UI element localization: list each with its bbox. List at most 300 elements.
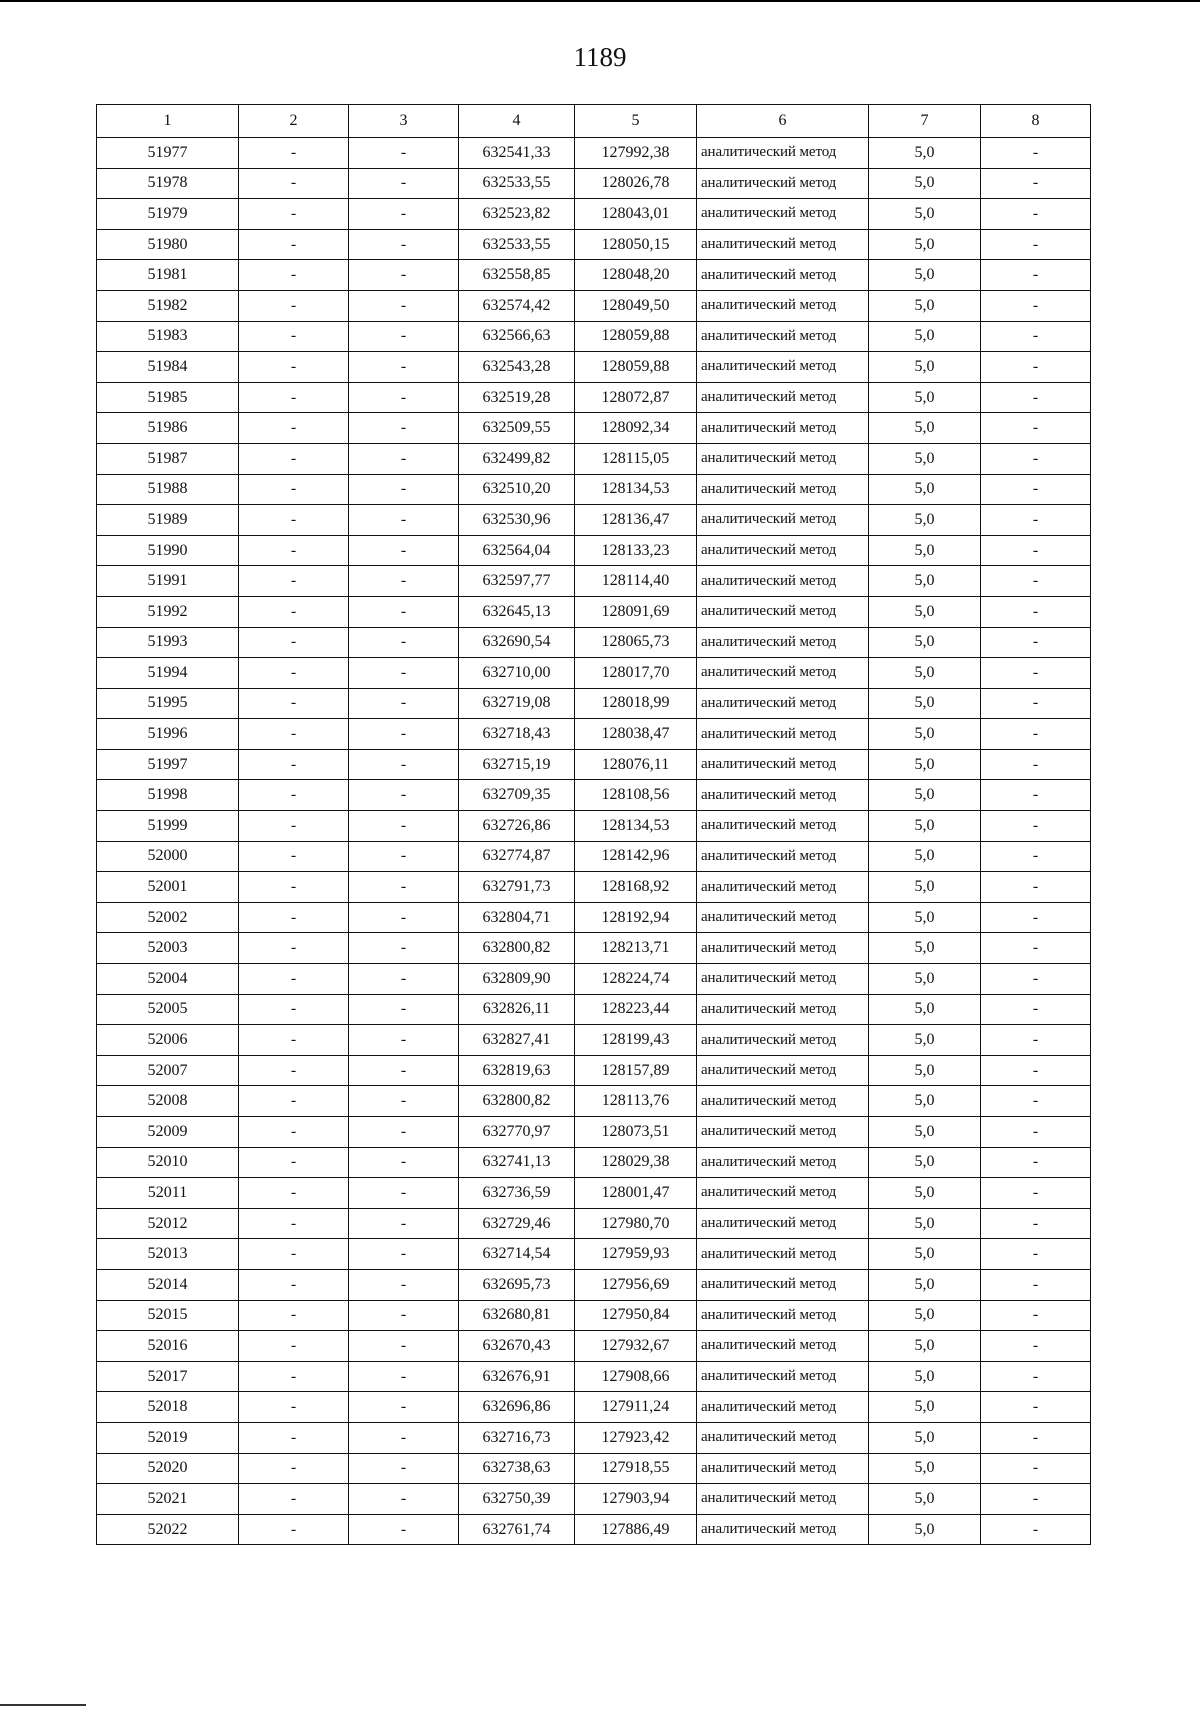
accuracy-cell: 5,0 — [869, 138, 981, 169]
col2-cell: - — [239, 1178, 349, 1209]
x-coordinate-cell: 632558,85 — [459, 260, 575, 291]
col2-cell: - — [239, 933, 349, 964]
y-coordinate-cell: 128017,70 — [575, 658, 697, 689]
method-cell: аналитический метод — [697, 443, 869, 474]
table-row — [97, 1300, 1091, 1331]
x-coordinate-cell: 632597,77 — [459, 566, 575, 597]
col2-cell: - — [239, 1239, 349, 1270]
point-number-cell: 51995 — [97, 688, 239, 719]
col3-cell: - — [349, 1453, 459, 1484]
point-number-cell: 52000 — [97, 841, 239, 872]
col2-cell: - — [239, 1361, 349, 1392]
y-coordinate-cell: 128029,38 — [575, 1147, 697, 1178]
x-coordinate-cell: 632726,86 — [459, 811, 575, 842]
col8-cell: - — [981, 290, 1091, 321]
point-number-cell: 52010 — [97, 1147, 239, 1178]
method-cell: аналитический метод — [697, 505, 869, 536]
accuracy-cell: 5,0 — [869, 260, 981, 291]
point-number-cell: 52022 — [97, 1514, 239, 1545]
table-row — [97, 413, 1091, 444]
accuracy-cell: 5,0 — [869, 780, 981, 811]
table-row — [97, 199, 1091, 230]
col8-cell: - — [981, 1514, 1091, 1545]
col8-cell: - — [981, 352, 1091, 383]
point-number-cell: 52017 — [97, 1361, 239, 1392]
col2-cell: - — [239, 199, 349, 230]
col2-cell: - — [239, 168, 349, 199]
col2-cell: - — [239, 1117, 349, 1148]
y-coordinate-cell: 128038,47 — [575, 719, 697, 750]
x-coordinate-cell: 632715,19 — [459, 749, 575, 780]
accuracy-cell: 5,0 — [869, 841, 981, 872]
y-coordinate-cell: 128001,47 — [575, 1178, 697, 1209]
x-coordinate-cell: 632774,87 — [459, 841, 575, 872]
method-cell: аналитический метод — [697, 658, 869, 689]
y-coordinate-cell: 127911,24 — [575, 1392, 697, 1423]
accuracy-cell: 5,0 — [869, 658, 981, 689]
x-coordinate-cell: 632690,54 — [459, 627, 575, 658]
col3-cell: - — [349, 1147, 459, 1178]
y-coordinate-cell: 127950,84 — [575, 1300, 697, 1331]
accuracy-cell: 5,0 — [869, 229, 981, 260]
table-row — [97, 321, 1091, 352]
accuracy-cell: 5,0 — [869, 505, 981, 536]
page-number: 1189 — [573, 42, 627, 72]
accuracy-cell: 5,0 — [869, 1361, 981, 1392]
method-cell: аналитический метод — [697, 382, 869, 413]
y-coordinate-cell: 127886,49 — [575, 1514, 697, 1545]
y-coordinate-cell: 127992,38 — [575, 138, 697, 169]
col8-cell: - — [981, 841, 1091, 872]
method-cell: аналитический метод — [697, 902, 869, 933]
x-coordinate-cell: 632566,63 — [459, 321, 575, 352]
y-coordinate-cell: 128092,34 — [575, 413, 697, 444]
point-number-cell: 51982 — [97, 290, 239, 321]
x-coordinate-cell: 632680,81 — [459, 1300, 575, 1331]
method-cell: аналитический метод — [697, 994, 869, 1025]
method-cell: аналитический метод — [697, 1147, 869, 1178]
col8-cell: - — [981, 505, 1091, 536]
method-cell: аналитический метод — [697, 780, 869, 811]
x-coordinate-cell: 632676,91 — [459, 1361, 575, 1392]
accuracy-cell: 5,0 — [869, 1331, 981, 1362]
col8-cell: - — [981, 1239, 1091, 1270]
accuracy-cell: 5,0 — [869, 321, 981, 352]
method-cell: аналитический метод — [697, 290, 869, 321]
col8-cell: - — [981, 168, 1091, 199]
column-header: 4 — [459, 105, 575, 138]
method-cell: аналитический метод — [697, 1300, 869, 1331]
y-coordinate-cell: 127908,66 — [575, 1361, 697, 1392]
y-coordinate-cell: 128134,53 — [575, 811, 697, 842]
col8-cell: - — [981, 138, 1091, 169]
y-coordinate-cell: 128113,76 — [575, 1086, 697, 1117]
table-row — [97, 872, 1091, 903]
col3-cell: - — [349, 1055, 459, 1086]
method-cell: аналитический метод — [697, 260, 869, 291]
col8-cell: - — [981, 1300, 1091, 1331]
col8-cell: - — [981, 1117, 1091, 1148]
method-cell: аналитический метод — [697, 811, 869, 842]
col2-cell: - — [239, 1025, 349, 1056]
col8-cell: - — [981, 902, 1091, 933]
y-coordinate-cell: 128192,94 — [575, 902, 697, 933]
col2-cell: - — [239, 841, 349, 872]
method-cell: аналитический метод — [697, 229, 869, 260]
y-coordinate-cell: 128224,74 — [575, 964, 697, 995]
col2-cell: - — [239, 229, 349, 260]
method-cell: аналитический метод — [697, 964, 869, 995]
col8-cell: - — [981, 199, 1091, 230]
table-row — [97, 535, 1091, 566]
accuracy-cell: 5,0 — [869, 596, 981, 627]
x-coordinate-cell: 632827,41 — [459, 1025, 575, 1056]
col2-cell: - — [239, 964, 349, 995]
x-coordinate-cell: 632750,39 — [459, 1484, 575, 1515]
accuracy-cell: 5,0 — [869, 290, 981, 321]
table-row — [97, 1331, 1091, 1362]
x-coordinate-cell: 632729,46 — [459, 1208, 575, 1239]
point-number-cell: 51985 — [97, 382, 239, 413]
col3-cell: - — [349, 382, 459, 413]
table-row — [97, 964, 1091, 995]
point-number-cell: 52002 — [97, 902, 239, 933]
coordinates-table — [96, 104, 1091, 1545]
col3-cell: - — [349, 1086, 459, 1117]
point-number-cell: 52001 — [97, 872, 239, 903]
x-coordinate-cell: 632770,97 — [459, 1117, 575, 1148]
y-coordinate-cell: 128018,99 — [575, 688, 697, 719]
method-cell: аналитический метод — [697, 535, 869, 566]
col3-cell: - — [349, 443, 459, 474]
y-coordinate-cell: 127923,42 — [575, 1422, 697, 1453]
table-row — [97, 290, 1091, 321]
accuracy-cell: 5,0 — [869, 535, 981, 566]
x-coordinate-cell: 632499,82 — [459, 443, 575, 474]
x-coordinate-cell: 632809,90 — [459, 964, 575, 995]
accuracy-cell: 5,0 — [869, 933, 981, 964]
table-row — [97, 443, 1091, 474]
method-cell: аналитический метод — [697, 474, 869, 505]
col3-cell: - — [349, 964, 459, 995]
table-row — [97, 1514, 1091, 1545]
col8-cell: - — [981, 229, 1091, 260]
y-coordinate-cell: 128065,73 — [575, 627, 697, 658]
y-coordinate-cell: 128073,51 — [575, 1117, 697, 1148]
y-coordinate-cell: 128114,40 — [575, 566, 697, 597]
table-row — [97, 902, 1091, 933]
accuracy-cell: 5,0 — [869, 382, 981, 413]
col3-cell: - — [349, 688, 459, 719]
accuracy-cell: 5,0 — [869, 1208, 981, 1239]
point-number-cell: 52008 — [97, 1086, 239, 1117]
method-cell: аналитический метод — [697, 933, 869, 964]
table-row — [97, 474, 1091, 505]
y-coordinate-cell: 128050,15 — [575, 229, 697, 260]
y-coordinate-cell: 128043,01 — [575, 199, 697, 230]
y-coordinate-cell: 128134,53 — [575, 474, 697, 505]
method-cell: аналитический метод — [697, 841, 869, 872]
y-coordinate-cell: 127956,69 — [575, 1269, 697, 1300]
point-number-cell: 51986 — [97, 413, 239, 444]
table-row — [97, 352, 1091, 383]
col2-cell: - — [239, 290, 349, 321]
accuracy-cell: 5,0 — [869, 902, 981, 933]
x-coordinate-cell: 632718,43 — [459, 719, 575, 750]
table-row — [97, 780, 1091, 811]
col3-cell: - — [349, 841, 459, 872]
accuracy-cell: 5,0 — [869, 443, 981, 474]
point-number-cell: 51990 — [97, 535, 239, 566]
col3-cell: - — [349, 1178, 459, 1209]
col2-cell: - — [239, 994, 349, 1025]
col3-cell: - — [349, 352, 459, 383]
table-row — [97, 1055, 1091, 1086]
y-coordinate-cell: 128091,69 — [575, 596, 697, 627]
table-row — [97, 1484, 1091, 1515]
x-coordinate-cell: 632533,55 — [459, 168, 575, 199]
x-coordinate-cell: 632710,00 — [459, 658, 575, 689]
table-row — [97, 229, 1091, 260]
col2-cell: - — [239, 688, 349, 719]
col8-cell: - — [981, 872, 1091, 903]
table-row — [97, 933, 1091, 964]
table-row — [97, 1392, 1091, 1423]
point-number-cell: 51979 — [97, 199, 239, 230]
col8-cell: - — [981, 1361, 1091, 1392]
col2-cell: - — [239, 1331, 349, 1362]
accuracy-cell: 5,0 — [869, 352, 981, 383]
col3-cell: - — [349, 413, 459, 444]
col8-cell: - — [981, 1178, 1091, 1209]
accuracy-cell: 5,0 — [869, 566, 981, 597]
accuracy-cell: 5,0 — [869, 964, 981, 995]
col8-cell: - — [981, 1453, 1091, 1484]
method-cell: аналитический метод — [697, 1025, 869, 1056]
top-border-line — [0, 0, 1200, 2]
y-coordinate-cell: 127932,67 — [575, 1331, 697, 1362]
col3-cell: - — [349, 627, 459, 658]
col8-cell: - — [981, 780, 1091, 811]
point-number-cell: 51996 — [97, 719, 239, 750]
col8-cell: - — [981, 933, 1091, 964]
table-row — [97, 994, 1091, 1025]
col2-cell: - — [239, 811, 349, 842]
point-number-cell: 51981 — [97, 260, 239, 291]
method-cell: аналитический метод — [697, 872, 869, 903]
x-coordinate-cell: 632533,55 — [459, 229, 575, 260]
method-cell: аналитический метод — [697, 1086, 869, 1117]
col3-cell: - — [349, 1331, 459, 1362]
accuracy-cell: 5,0 — [869, 1178, 981, 1209]
y-coordinate-cell: 128223,44 — [575, 994, 697, 1025]
point-number-cell: 52012 — [97, 1208, 239, 1239]
method-cell: аналитический метод — [697, 1392, 869, 1423]
point-number-cell: 52005 — [97, 994, 239, 1025]
col2-cell: - — [239, 658, 349, 689]
point-number-cell: 51992 — [97, 596, 239, 627]
col2-cell: - — [239, 382, 349, 413]
point-number-cell: 52006 — [97, 1025, 239, 1056]
method-cell: аналитический метод — [697, 1239, 869, 1270]
table-row — [97, 658, 1091, 689]
point-number-cell: 52014 — [97, 1269, 239, 1300]
x-coordinate-cell: 632719,08 — [459, 688, 575, 719]
x-coordinate-cell: 632800,82 — [459, 1086, 575, 1117]
col2-cell: - — [239, 321, 349, 352]
method-cell: аналитический метод — [697, 1484, 869, 1515]
method-cell: аналитический метод — [697, 1361, 869, 1392]
point-number-cell: 51987 — [97, 443, 239, 474]
col3-cell: - — [349, 168, 459, 199]
column-header: 3 — [349, 105, 459, 138]
accuracy-cell: 5,0 — [869, 872, 981, 903]
col8-cell: - — [981, 1392, 1091, 1423]
x-coordinate-cell: 632530,96 — [459, 505, 575, 536]
y-coordinate-cell: 128076,11 — [575, 749, 697, 780]
y-coordinate-cell: 128026,78 — [575, 168, 697, 199]
col2-cell: - — [239, 1422, 349, 1453]
accuracy-cell: 5,0 — [869, 1239, 981, 1270]
col3-cell: - — [349, 321, 459, 352]
table-header-row — [97, 105, 1091, 138]
table-row — [97, 1025, 1091, 1056]
point-number-cell: 52018 — [97, 1392, 239, 1423]
x-coordinate-cell: 632574,42 — [459, 290, 575, 321]
table-row — [97, 1117, 1091, 1148]
point-number-cell: 51997 — [97, 749, 239, 780]
col3-cell: - — [349, 199, 459, 230]
col3-cell: - — [349, 1208, 459, 1239]
method-cell: аналитический метод — [697, 168, 869, 199]
table-row — [97, 168, 1091, 199]
table-row — [97, 749, 1091, 780]
col2-cell: - — [239, 749, 349, 780]
col8-cell: - — [981, 535, 1091, 566]
accuracy-cell: 5,0 — [869, 1025, 981, 1056]
column-header: 8 — [981, 105, 1091, 138]
col3-cell: - — [349, 658, 459, 689]
x-coordinate-cell: 632541,33 — [459, 138, 575, 169]
point-number-cell: 52011 — [97, 1178, 239, 1209]
y-coordinate-cell: 128199,43 — [575, 1025, 697, 1056]
column-header: 6 — [697, 105, 869, 138]
method-cell: аналитический метод — [697, 1178, 869, 1209]
col8-cell: - — [981, 1331, 1091, 1362]
accuracy-cell: 5,0 — [869, 1300, 981, 1331]
col3-cell: - — [349, 933, 459, 964]
table-row — [97, 1147, 1091, 1178]
y-coordinate-cell: 128133,23 — [575, 535, 697, 566]
point-number-cell: 51988 — [97, 474, 239, 505]
col8-cell: - — [981, 1086, 1091, 1117]
col2-cell: - — [239, 1147, 349, 1178]
method-cell: аналитический метод — [697, 1422, 869, 1453]
col2-cell: - — [239, 596, 349, 627]
col8-cell: - — [981, 566, 1091, 597]
col8-cell: - — [981, 321, 1091, 352]
point-number-cell: 52016 — [97, 1331, 239, 1362]
col2-cell: - — [239, 566, 349, 597]
col8-cell: - — [981, 1025, 1091, 1056]
x-coordinate-cell: 632564,04 — [459, 535, 575, 566]
x-coordinate-cell: 632695,73 — [459, 1269, 575, 1300]
col8-cell: - — [981, 1422, 1091, 1453]
col3-cell: - — [349, 1239, 459, 1270]
x-coordinate-cell: 632741,13 — [459, 1147, 575, 1178]
point-number-cell: 51991 — [97, 566, 239, 597]
x-coordinate-cell: 632523,82 — [459, 199, 575, 230]
x-coordinate-cell: 632519,28 — [459, 382, 575, 413]
col2-cell: - — [239, 902, 349, 933]
method-cell: аналитический метод — [697, 1117, 869, 1148]
col3-cell: - — [349, 260, 459, 291]
col2-cell: - — [239, 260, 349, 291]
x-coordinate-cell: 632738,63 — [459, 1453, 575, 1484]
accuracy-cell: 5,0 — [869, 1392, 981, 1423]
col8-cell: - — [981, 658, 1091, 689]
col8-cell: - — [981, 811, 1091, 842]
col8-cell: - — [981, 719, 1091, 750]
point-number-cell: 51983 — [97, 321, 239, 352]
method-cell: аналитический метод — [697, 688, 869, 719]
y-coordinate-cell: 128072,87 — [575, 382, 697, 413]
col2-cell: - — [239, 352, 349, 383]
table-row — [97, 1178, 1091, 1209]
table-row — [97, 138, 1091, 169]
table-row — [97, 1453, 1091, 1484]
col8-cell: - — [981, 1147, 1091, 1178]
col3-cell: - — [349, 474, 459, 505]
point-number-cell: 52003 — [97, 933, 239, 964]
method-cell: аналитический метод — [697, 566, 869, 597]
accuracy-cell: 5,0 — [869, 811, 981, 842]
col2-cell: - — [239, 413, 349, 444]
point-number-cell: 51978 — [97, 168, 239, 199]
method-cell: аналитический метод — [697, 1055, 869, 1086]
method-cell: аналитический метод — [697, 1208, 869, 1239]
table-row — [97, 719, 1091, 750]
accuracy-cell: 5,0 — [869, 1117, 981, 1148]
x-coordinate-cell: 632804,71 — [459, 902, 575, 933]
point-number-cell: 51993 — [97, 627, 239, 658]
table-row — [97, 627, 1091, 658]
point-number-cell: 52020 — [97, 1453, 239, 1484]
x-coordinate-cell: 632826,11 — [459, 994, 575, 1025]
col3-cell: - — [349, 1484, 459, 1515]
col2-cell: - — [239, 505, 349, 536]
y-coordinate-cell: 128142,96 — [575, 841, 697, 872]
column-header: 1 — [97, 105, 239, 138]
col2-cell: - — [239, 1269, 349, 1300]
table-row — [97, 1269, 1091, 1300]
table-row — [97, 382, 1091, 413]
method-cell: аналитический метод — [697, 1514, 869, 1545]
table-body — [97, 138, 1091, 1545]
col8-cell: - — [981, 1208, 1091, 1239]
col3-cell: - — [349, 229, 459, 260]
table-row — [97, 1422, 1091, 1453]
x-coordinate-cell: 632716,73 — [459, 1422, 575, 1453]
y-coordinate-cell: 127980,70 — [575, 1208, 697, 1239]
col2-cell: - — [239, 1208, 349, 1239]
col2-cell: - — [239, 1055, 349, 1086]
accuracy-cell: 5,0 — [869, 199, 981, 230]
col8-cell: - — [981, 688, 1091, 719]
method-cell: аналитический метод — [697, 596, 869, 627]
col8-cell: - — [981, 413, 1091, 444]
col3-cell: - — [349, 749, 459, 780]
